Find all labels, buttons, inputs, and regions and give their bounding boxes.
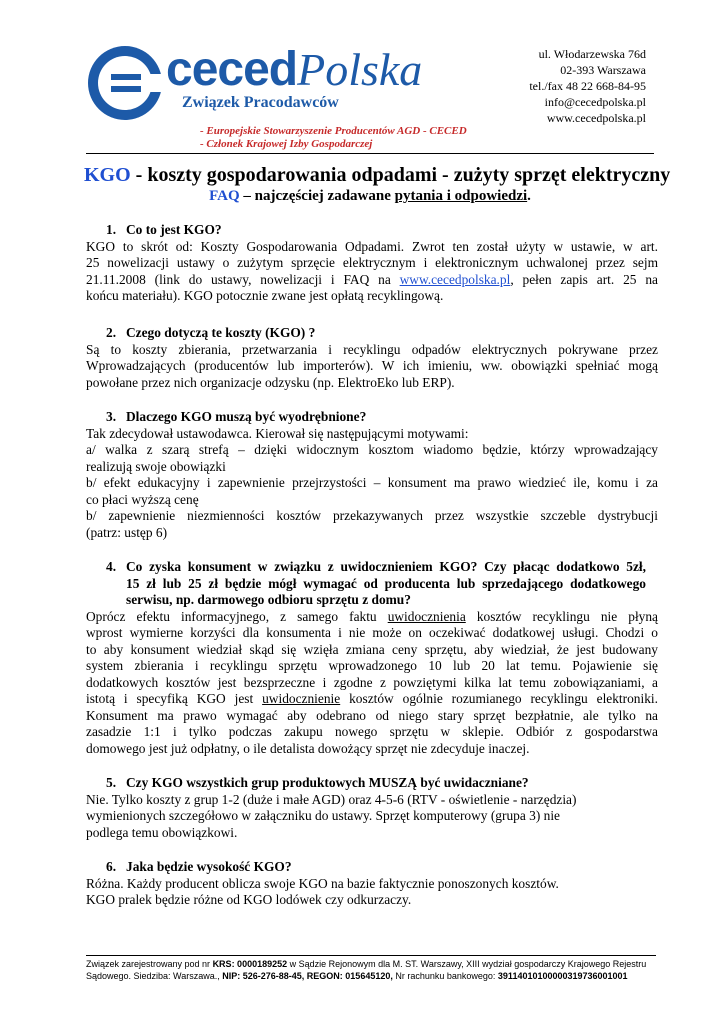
- website-link[interactable]: www.cecedpolska.pl: [399, 271, 511, 287]
- question-1: [86, 222, 658, 239]
- answer-line: wymienionych szczegółowo w załączniku do ustawy. Sprzęt komputerowy (grupa 3) nie: [86, 808, 560, 823]
- question-number: 1.: [106, 222, 117, 237]
- footer-line-2: [86, 970, 656, 982]
- question-number: 3.: [106, 409, 117, 424]
- faq-section-5: [86, 775, 658, 841]
- answer-line: KGO to skrót od: Koszty Gospodarowania Odpadami. Zwrot ten został użyty w ustawie, w art.: [86, 238, 658, 254]
- faq-section-6: [86, 859, 658, 909]
- logo-subtitle: Związek Pracodawców: [182, 94, 339, 111]
- contact-block: [529, 46, 646, 126]
- answer-line: wprost wymierne korzyści dla konsumenta i nie może on oczekiwać dodatkowej usługi. Chodzi o: [86, 625, 658, 640]
- header-divider: [86, 153, 654, 154]
- logo-ceced-text: ceced: [166, 43, 298, 96]
- question-number: 2.: [106, 325, 117, 340]
- question-text: [126, 559, 646, 609]
- faq-section-1: [86, 222, 658, 305]
- answer-line: [86, 272, 658, 289]
- answer-line: to aby konsument wiedział skąd się wzięła zmiana ceny sprzętu, aby wiedział, że jest budowany: [86, 641, 658, 657]
- footer-text: Nr rachunku bankowego:: [392, 971, 498, 981]
- page-title: [84, 164, 671, 187]
- question-6: [86, 859, 658, 876]
- answer-line: a/ walka z szarą strefą – dzięki widocznym kosztom wiadomo będzie, którzy wprowadzający: [86, 442, 658, 457]
- question-line: Co zyska konsument w związku z uwidocznieniem KGO? Czy płacąc dodatkowo 5zł,: [126, 559, 646, 574]
- title-kgo: KGO: [84, 164, 131, 186]
- contact-city: 02-393 Warszawa: [560, 63, 646, 77]
- answer-line: [86, 691, 658, 708]
- answer-line: Różna. Każdy producent oblicza swoje KGO na bazie faktycznie ponoszonych kosztów.: [86, 875, 559, 891]
- question-line: 15 zł lub 25 zł będzie mógł wymagać od producenta lub sprzedającego dodatkowego: [126, 575, 646, 591]
- answer-line: system zbierania i recyklingu sprzętu wprowadzonego 10 lub 20 lat temu. Pojawienie się: [86, 658, 658, 673]
- faq-section-3: [86, 409, 658, 541]
- answer-line: domowego jest już odpłatny, o ile detalista dowożący sprzęt nie zdecyduje inaczej.: [86, 740, 530, 756]
- ceced-logo-icon: [86, 44, 164, 122]
- question-number: 5.: [106, 775, 117, 790]
- answer-line: b/ zapewnienie niezmienności kosztów przekazywanych przez wszystkie szczeble dystrybucji: [86, 508, 658, 523]
- contact-website[interactable]: www.cecedpolska.pl: [546, 111, 646, 125]
- footer-nip: NIP: 526-276-88-45, REGON: 015645120,: [222, 971, 393, 981]
- subtitle-b: pytania i odpowiedzi: [394, 188, 528, 204]
- footer: [86, 958, 656, 982]
- contact-street: ul. Włodarzewska 76d: [538, 47, 646, 61]
- subtitle-a: – najczęściej zadawane: [239, 188, 395, 204]
- answer-line: końcu materiału). KGO potocznie zwane jest opłatą recyklingową.: [86, 288, 444, 303]
- question-5: [86, 775, 658, 792]
- answer-text: Oprócz efektu informacyjnego, z samego faktu: [86, 608, 388, 624]
- question-line: serwisu, np. darmowego odbioru sprzętu z domu?: [126, 592, 411, 607]
- footer-account: 39114010100000319736001001: [497, 971, 628, 981]
- footer-text: w Sądzie Rejonowym dla M. ST. Warszawy, XIII wydział gospodarczy Krajowego Rejestru: [287, 959, 647, 969]
- question-3: [86, 409, 658, 426]
- answer-line: [86, 609, 658, 626]
- question-text: Czego dotyczą te koszty (KGO) ?: [126, 325, 316, 340]
- answer-line: Wprowadzających (producentów lub importerów). W ich imieniu, ww. obowiązki spełniać mogą: [86, 358, 658, 373]
- answer-line: dodatkowych kosztów jest bezsprzeczne i zgodne z powziętymi kilka lat temu zobowiązaniami, a: [86, 674, 658, 690]
- contact-phone: tel./fax 48 22 668-84-95: [529, 79, 646, 93]
- answer-line: podlega temu obowiązkowi.: [86, 824, 238, 840]
- subtitle-c: .: [527, 188, 531, 204]
- answer-line: Nie. Tylko koszty z grup 1-2 (duże i małe AGD) oraz 4-5-6 (RTV - oświetlenie - narzędzia): [86, 791, 577, 807]
- answer-text: 21.11.2008 (link do ustawy, nowelizacji i FAQ na: [86, 271, 400, 287]
- question-number: 6.: [106, 859, 117, 874]
- affiliations: [200, 125, 467, 151]
- answer-line: co płaci wyższą cenę: [86, 491, 199, 507]
- footer-text: Sądowego. Siedziba: Warszawa.,: [86, 971, 223, 981]
- answer-line: Konsument ma prawo wymagać aby odebrano od niego stary sprzęt bezpłatnie, ale tylko na: [86, 707, 658, 723]
- answer-text: istotą i specyfiką KGO jest: [86, 691, 263, 706]
- page-subtitle: [84, 188, 656, 205]
- answer-text: kosztów recyklingu nie płyną: [465, 608, 659, 624]
- question-4: [86, 559, 658, 609]
- footer-krs: KRS: 0000189252: [212, 959, 288, 969]
- answer-underlined: uwidocznienia: [387, 608, 466, 624]
- faq-section-2: [86, 325, 658, 391]
- contact-email[interactable]: info@cecedpolska.pl: [544, 95, 646, 109]
- answer-text: , pełen zapis art. 25 na: [510, 271, 658, 287]
- question-text: Jaka będzie wysokość KGO?: [126, 859, 292, 874]
- affiliation-line: - Europejskie Stowarzyszenie Producentów AGD - CECED: [200, 125, 467, 137]
- footer-line-1: [86, 958, 656, 970]
- logo-polska-text: Polska: [297, 44, 423, 95]
- answer-line: (patrz: ustęp 6): [86, 524, 168, 540]
- answer-line: Tak zdecydował ustawodawca. Kierował się następującymi motywami:: [86, 425, 469, 441]
- affiliation-line: - Członek Krajowej Izby Gospodarczej: [200, 138, 373, 150]
- answer-underlined: uwidocznienie: [262, 691, 341, 706]
- question-2: [86, 325, 658, 342]
- answer-line: KGO pralek będzie różne od KGO lodówek czy odkurzaczy.: [86, 892, 412, 907]
- answer-text: kosztów ogólnie rozumianego recyklingu elektroniki.: [340, 691, 658, 706]
- question-text: Co to jest KGO?: [126, 222, 222, 237]
- question-number: 4.: [106, 559, 117, 574]
- title-faq: FAQ: [209, 188, 240, 204]
- question-text: Czy KGO wszystkich grup produktowych MUSZĄ być uwidaczniane?: [126, 775, 529, 790]
- question-text: Dlaczego KGO muszą być wyodrębnione?: [126, 409, 367, 424]
- answer-line: Są to koszty zbierania, przetwarzania i recyklingu odpadów elektrycznych pokrywane przez: [86, 341, 658, 357]
- footer-divider: [86, 955, 656, 956]
- answer-line: b/ efekt edukacyjny i zapewnienie przejrzystości – konsument ma prawo wiedzieć ile, komu i za: [86, 475, 658, 490]
- logo-wordmark: [166, 43, 423, 96]
- answer-line: powołane przez nich organizacje odzysku (np. ElektroEko lub ERP).: [86, 374, 455, 390]
- answer-line: zasadzie 1:1 i tylko podczas zakupu nowego sprzętu w sklepie. Odbiór z gospodarstwa: [86, 724, 658, 739]
- footer-text: Związek zarejestrowany pod nr: [86, 959, 213, 969]
- faq-section-4: [86, 559, 658, 757]
- answer-line: 25 nowelizacji ustawy o zużytym sprzęcie elektrycznym i elektronicznym uchwalonej przez sejm: [86, 255, 658, 270]
- answer-line: realizują swoje obowiązki: [86, 458, 226, 474]
- title-rest: - koszty gospodarowania odpadami - zużyty sprzęt elektryczny: [130, 164, 671, 186]
